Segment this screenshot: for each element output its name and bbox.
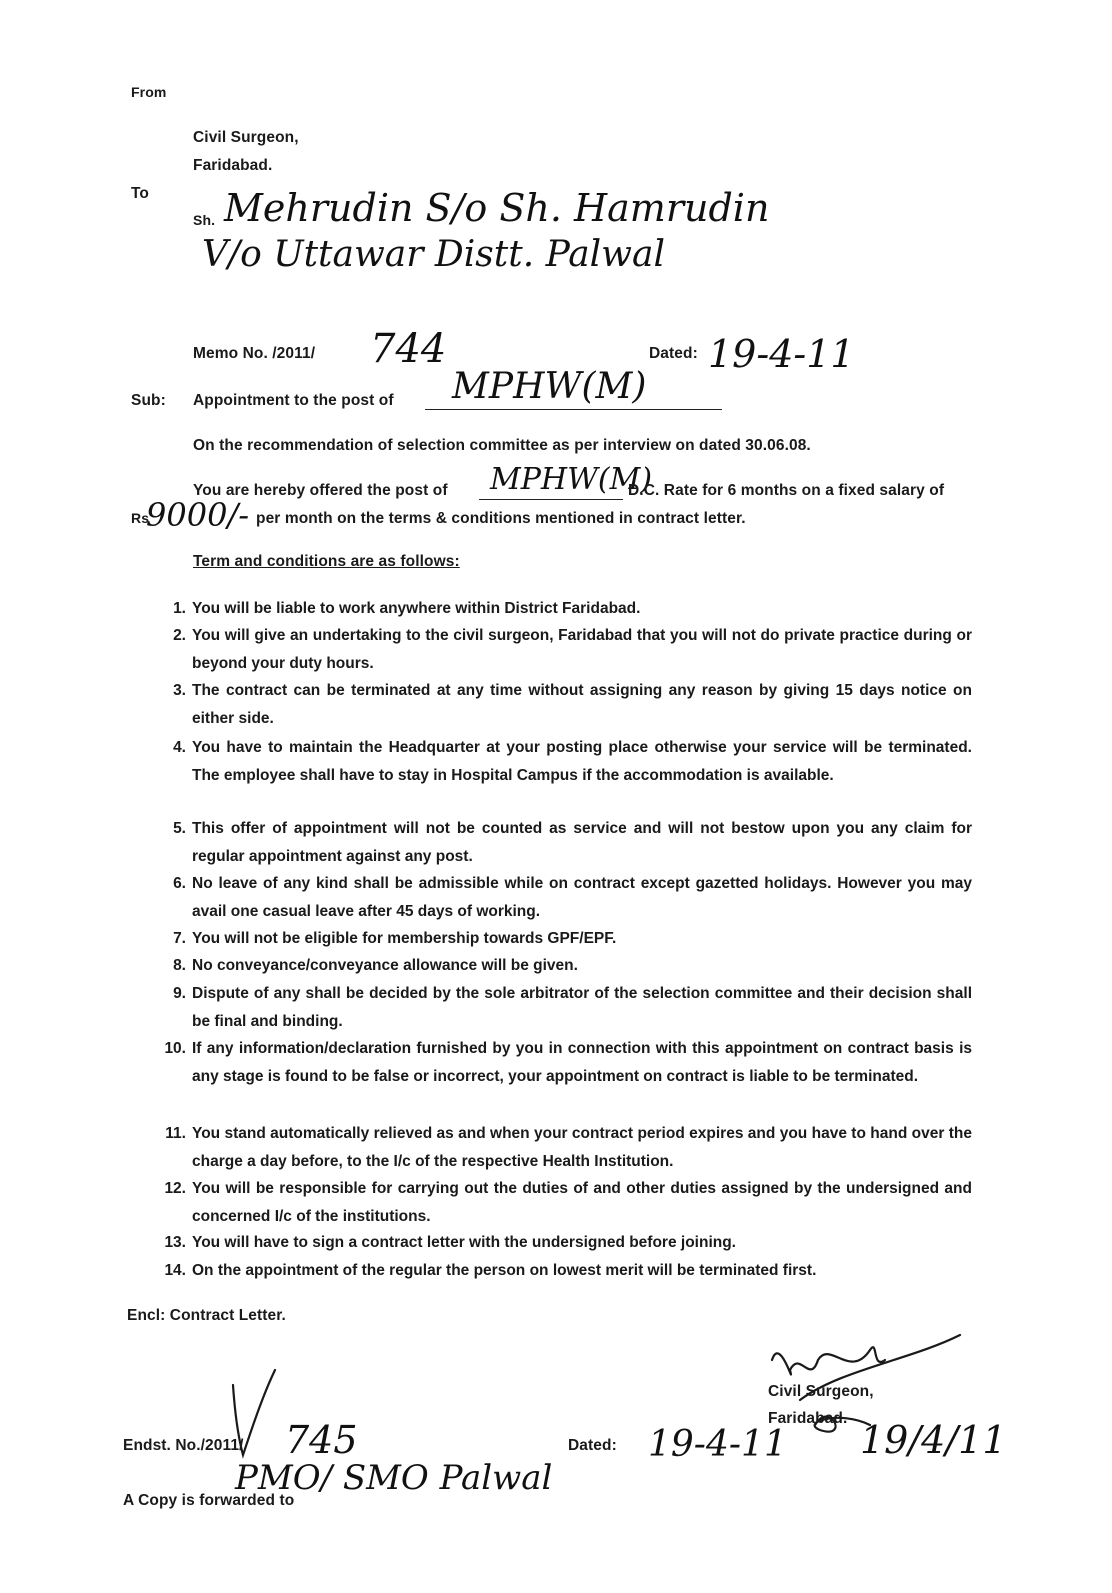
endst-number: 745 — [285, 1418, 358, 1462]
endst-dated-label: Dated: — [568, 1437, 617, 1454]
condition-text: You will be liable to work anywhere within District Faridabad. — [192, 600, 641, 617]
condition-number: 12. — [164, 1180, 186, 1197]
condition-number: 3. — [173, 682, 186, 699]
condition-number: 10. — [164, 1040, 186, 1057]
memo-number: 744 — [370, 326, 447, 372]
condition-number: 8. — [173, 957, 186, 974]
addressee-line-1: Mehrudin S/o Sh. Hamrudin — [224, 186, 770, 230]
rs-label: Rs — [131, 510, 150, 526]
condition-number: 7. — [173, 930, 186, 947]
condition-number: 2. — [173, 627, 186, 644]
condition-text: You will have to sign a contract letter with the undersigned before joining. — [192, 1234, 736, 1251]
condition-text: You will not be eligible for membership towards GPF/EPF. — [192, 930, 617, 947]
condition-item — [160, 815, 972, 870]
offer-text-3: per month on the terms & conditions mentioned in contract letter. — [256, 510, 746, 527]
condition-number: 9. — [173, 985, 186, 1002]
condition-number: 1. — [173, 600, 186, 617]
condition-number: 14. — [164, 1262, 186, 1279]
condition-text: You will be responsible for carrying out the duties of and other duties assigned by the undersigned and concerned I/c of the institutions. — [192, 1180, 972, 1225]
condition-text: On the appointment of the regular the person on lowest merit will be terminated first. — [192, 1262, 817, 1279]
to-label: To — [131, 185, 149, 202]
condition-item — [160, 1035, 972, 1090]
condition-item — [160, 1120, 972, 1175]
addressee-line-2: V/o Uttawar Distt. Palwal — [202, 234, 665, 275]
offered-post: MPHW(M) — [490, 462, 653, 497]
sub-text: Appointment to the post of — [193, 392, 394, 409]
sub-label: Sub: — [131, 392, 166, 409]
from-label: From — [131, 84, 167, 100]
recommendation-text: On the recommendation of selection committee as per interview on dated 30.06.08. — [193, 437, 811, 454]
condition-item — [160, 1229, 972, 1257]
from-line-2: Faridabad. — [193, 157, 273, 174]
condition-text: The contract can be terminated at any time without assigning any reason by giving 15 days notice on either side. — [192, 682, 972, 727]
sign-title: Civil Surgeon, — [768, 1383, 874, 1400]
condition-text: If any information/declaration furnished by you in connection with this appointment on contract basis is any stage is found to be false or incorrect, your appointment on contract is liable to be terminated. — [192, 1040, 972, 1085]
memo-label: Memo No. /2011/ — [193, 345, 316, 362]
condition-item — [160, 734, 972, 789]
terms-heading: Term and conditions are as follows: — [193, 553, 460, 570]
offer-text-2: D.C. Rate for 6 months on a fixed salary of — [628, 482, 945, 499]
condition-item — [160, 952, 972, 980]
condition-text: You stand automatically relieved as and when your contract period expires and you have to hand over the charge a day before, to the I/c of the respective Health Institution. — [192, 1125, 972, 1170]
condition-text: You have to maintain the Headquarter at your posting place otherwise your service will be terminated. The employee shall have to stay in Hospital Campus if the accommodation is available. — [192, 739, 972, 784]
offer-text-1: You are hereby offered the post of — [193, 482, 448, 499]
post-underline — [425, 409, 722, 410]
condition-number: 11. — [165, 1125, 186, 1142]
condition-text: No leave of any kind shall be admissible while on contract except gazetted holidays. However you may avail one casual leave after 45 days of working. — [192, 875, 972, 920]
copy-note: PMO/ SMO Palwal — [235, 1458, 553, 1498]
condition-text: Dispute of any shall be decided by the sole arbitrator of the selection committee and their decision shall be final and binding. — [192, 985, 972, 1030]
post-name: MPHW(M) — [452, 366, 647, 407]
condition-item — [160, 622, 972, 677]
endst-date: 19-4-11 — [648, 1424, 787, 1465]
signature-date: 19/4/11 — [860, 1418, 1007, 1462]
endst-label: Endst. No./2011/ — [123, 1437, 244, 1454]
condition-item — [160, 1257, 972, 1285]
condition-number: 6. — [173, 875, 186, 892]
condition-number: 4. — [173, 739, 186, 756]
condition-item — [160, 595, 972, 623]
condition-item — [160, 925, 972, 953]
condition-item — [160, 870, 972, 925]
condition-item — [160, 677, 972, 732]
condition-text: This offer of appointment will not be counted as service and will not bestow upon you any claim for regular appointment against any post. — [192, 820, 972, 865]
memo-dated-label: Dated: — [649, 345, 698, 362]
salary-amount: 9000/- — [146, 496, 250, 534]
condition-number: 13. — [164, 1234, 186, 1251]
enclosure-note: Encl: Contract Letter. — [127, 1307, 286, 1324]
condition-item — [160, 1175, 972, 1230]
copy-text: A Copy is forwarded to — [123, 1492, 295, 1509]
condition-text: No conveyance/conveyance allowance will be given. — [192, 957, 578, 974]
condition-text: You will give an undertaking to the civil surgeon, Faridabad that you will not do private practice during or beyond your duty hours. — [192, 627, 972, 672]
condition-item — [160, 980, 972, 1035]
from-line-1: Civil Surgeon, — [193, 129, 299, 146]
sign-place: Faridabad. — [768, 1410, 848, 1427]
memo-date: 19-4-11 — [708, 332, 855, 376]
sh-prefix: Sh. — [193, 212, 216, 228]
condition-number: 5. — [173, 820, 186, 837]
offer-underline — [479, 499, 623, 500]
